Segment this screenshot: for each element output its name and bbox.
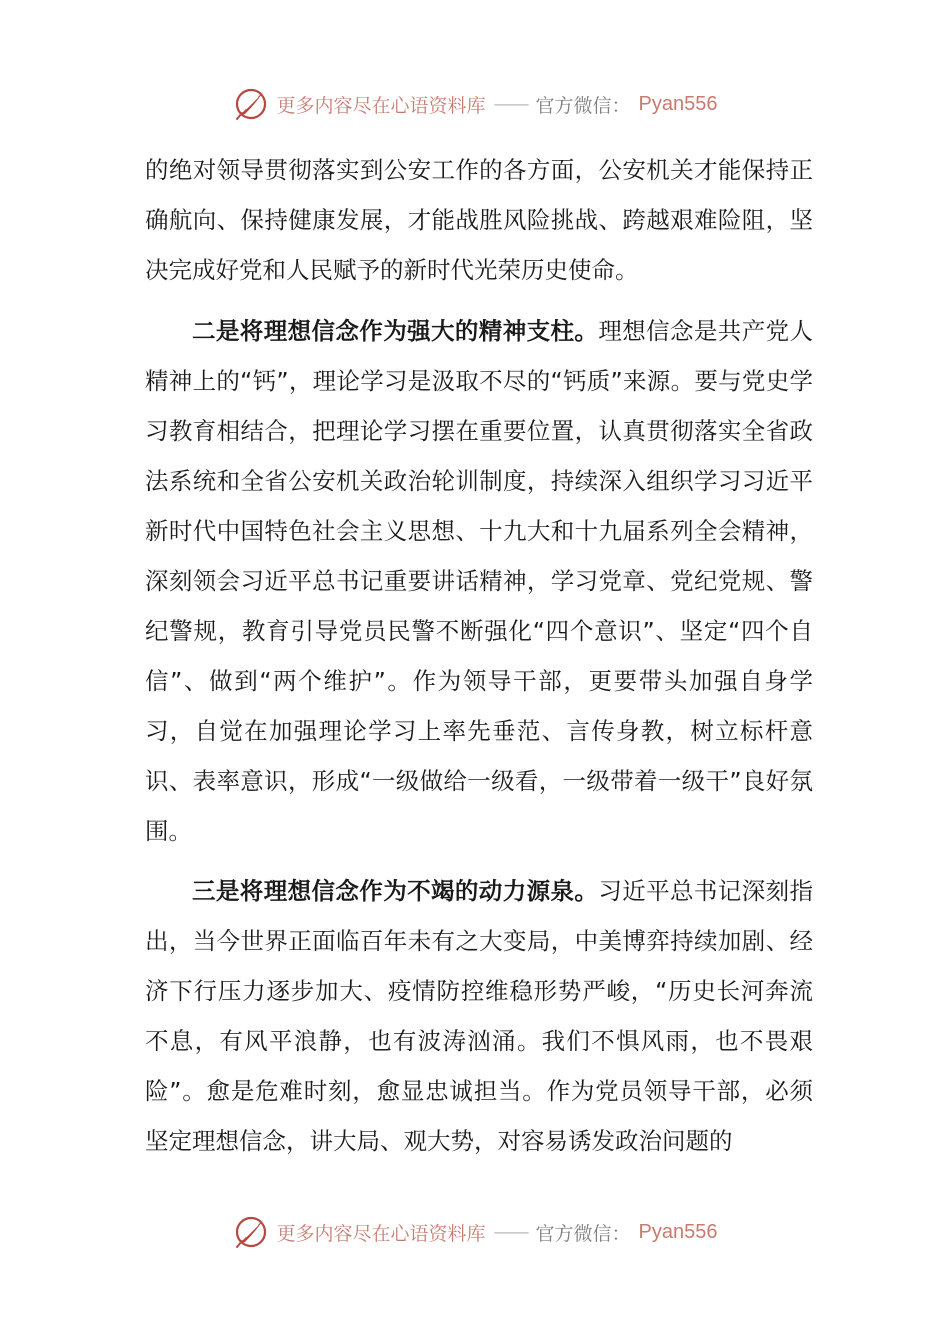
paragraph-2-lead: 二是将理想信念作为强大的精神支柱。 xyxy=(192,317,599,345)
footer-watermark-banner xyxy=(0,1212,950,1252)
quill-pen-logo-icon xyxy=(233,1214,269,1250)
footer-dash: —— xyxy=(493,1221,528,1243)
paragraph-1-text: 的绝对领导贯彻落实到公安工作的各方面，公安机关才能保持正确航向、保持健康发展，才能战胜风险挑战、跨越艰难险阻，坚决完成好党和人民赋予的新时代光荣历史使命。 xyxy=(145,156,813,284)
footer-wechat-id: Pyan556 xyxy=(638,1220,718,1243)
paragraph-2 xyxy=(145,306,813,856)
footer-brand-text: 更多内容尽在心语资料库 xyxy=(276,1222,486,1245)
paragraph-3-text: 习近平总书记深刻指出，当今世界正面临百年未有之大变局，中美博弈持续加剧、经济下行压力逐步加大、疫情防控维稳形势严峻，“历史长河奔流不息，有风平浪静，也有波涛汹涌。我们不惧风雨，也不畏艰险”。愈是危难时刻，愈显忠诚担当。作为党员领导干部，必须坚定理想信念，讲大局、观大势，对容易诱发政治问题的 xyxy=(145,877,814,1155)
header-dash: —— xyxy=(493,93,528,115)
paragraph-1 xyxy=(145,145,813,295)
header-wechat-id: Pyan556 xyxy=(638,92,718,115)
document-body xyxy=(145,0,813,1344)
paragraph-3 xyxy=(145,866,813,1166)
paragraph-3-lead: 三是将理想信念作为不竭的动力源泉。 xyxy=(192,877,599,905)
header-brand-text: 更多内容尽在心语资料库 xyxy=(276,94,486,117)
header-wechat-label: 官方微信： xyxy=(535,94,631,117)
footer-wechat-label: 官方微信： xyxy=(535,1222,631,1245)
paragraph-2-text: 理想信念是共产党人精神上的“钙”，理论学习是汲取不尽的“钙质”来源。要与党史学习教育相结合，把理论学习摆在重要位置，认真贯彻落实全省政法系统和全省公安机关政治轮训制度，持续深入组织学习习近平新时代中国特色社会主义思想、十九大和十九届系列全会精神，深刻领会习近平总书记重要讲话精神，学习党章、党纪党规、警纪警规，教育引导党员民警不断强化“四个意识”、坚定“四个自信”、做到“两个维护”。作为领导干部，更要带头加强自身学习，自觉在加强理论学习上率先垂范、言传身教，树立标杆意识、表率意识，形成“一级做给一级看，一级带着一级干”良好氛围。 xyxy=(145,317,814,845)
